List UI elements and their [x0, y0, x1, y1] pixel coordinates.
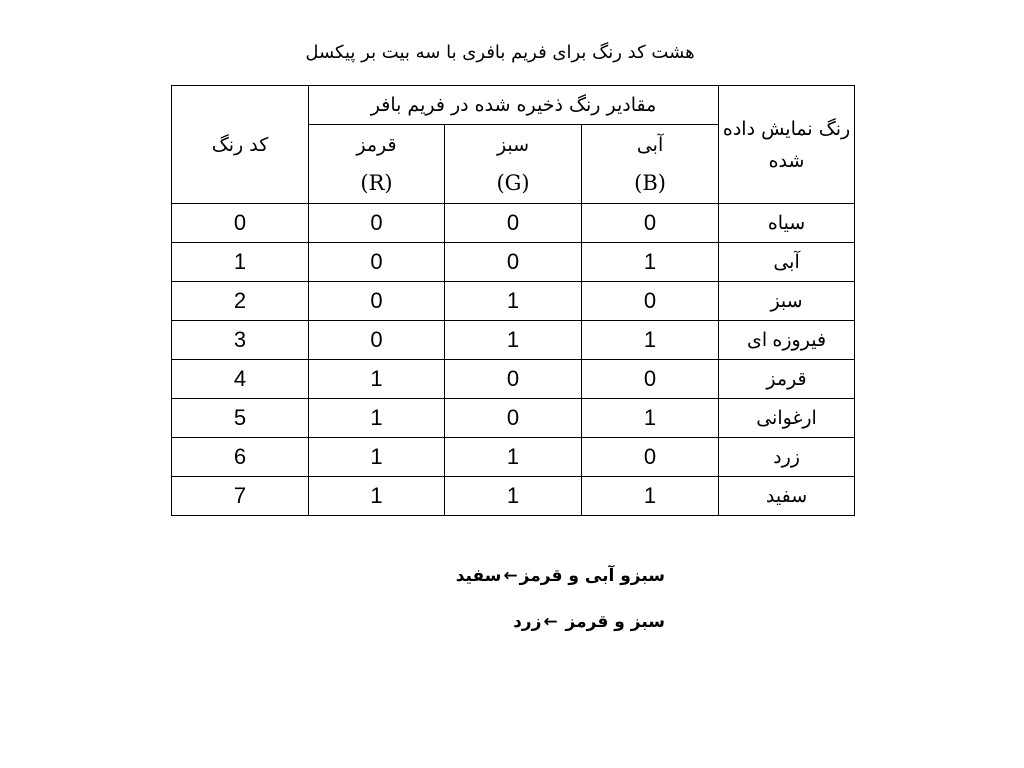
- cell-code: 7: [172, 477, 309, 516]
- cell-green: 1: [445, 321, 582, 360]
- arrow-left-icon: ←: [543, 612, 558, 632]
- header-blue-label: آبی: [636, 134, 664, 156]
- cell-red: 1: [309, 438, 445, 477]
- cell-blue: 1: [582, 243, 719, 282]
- header-red-code: (R): [360, 171, 393, 195]
- note-2-result: زرد: [513, 612, 542, 632]
- cell-color-name: سیاه: [719, 204, 855, 243]
- note-2-source: سبز و قرمز: [565, 612, 665, 632]
- cell-red: 0: [309, 321, 445, 360]
- cell-color-name: سبز: [719, 282, 855, 321]
- cell-blue: 1: [582, 321, 719, 360]
- table-row: [172, 282, 855, 321]
- header-green-label: سبز: [496, 134, 530, 156]
- cell-blue: 1: [582, 399, 719, 438]
- note-line-2: [380, 612, 665, 632]
- header-stored-values: مقادیر رنگ ذخیره شده در فریم بافر: [309, 86, 719, 125]
- note-line-1: [380, 566, 665, 586]
- table-row: [172, 438, 855, 477]
- color-code-table: [171, 85, 855, 516]
- cell-green: 1: [445, 282, 582, 321]
- cell-code: 1: [172, 243, 309, 282]
- note-1-source: سبزو آبی و قرمز: [519, 566, 665, 586]
- cell-green: 0: [445, 204, 582, 243]
- cell-blue: 0: [582, 282, 719, 321]
- header-color-code: کد رنگ: [172, 86, 309, 204]
- cell-code: 3: [172, 321, 309, 360]
- cell-red: 1: [309, 360, 445, 399]
- page-title: هشت کد رنگ برای فریم بافری با سه بیت بر پیکسل: [305, 42, 695, 63]
- table-row: [172, 204, 855, 243]
- cell-color-name: فیروزه ای: [719, 321, 855, 360]
- cell-green: 1: [445, 477, 582, 516]
- header-blue-code: (B): [634, 171, 666, 195]
- cell-red: 1: [309, 477, 445, 516]
- header-red: [309, 125, 445, 204]
- cell-green: 1: [445, 438, 582, 477]
- table-row: [172, 399, 855, 438]
- note-1-result: سفید: [455, 566, 502, 586]
- cell-code: 5: [172, 399, 309, 438]
- header-red-label: قرمز: [356, 134, 397, 156]
- arrow-left-icon: ←: [503, 566, 518, 586]
- cell-color-name: قرمز: [719, 360, 855, 399]
- cell-code: 0: [172, 204, 309, 243]
- header-green-code: (G): [496, 171, 530, 195]
- cell-color-name: زرد: [719, 438, 855, 477]
- table-row: [172, 477, 855, 516]
- cell-blue: 0: [582, 360, 719, 399]
- cell-red: 0: [309, 204, 445, 243]
- cell-code: 2: [172, 282, 309, 321]
- header-blue: [582, 125, 719, 204]
- cell-color-name: آبی: [719, 243, 855, 282]
- cell-blue: 1: [582, 477, 719, 516]
- cell-green: 0: [445, 243, 582, 282]
- cell-color-name: سفید: [719, 477, 855, 516]
- table-row: [172, 360, 855, 399]
- header-displayed-color: رنگ نمایش داده شده: [719, 86, 855, 204]
- cell-red: 0: [309, 282, 445, 321]
- cell-green: 0: [445, 399, 582, 438]
- table-row: [172, 243, 855, 282]
- cell-blue: 0: [582, 438, 719, 477]
- header-green: [445, 125, 582, 204]
- cell-red: 0: [309, 243, 445, 282]
- cell-green: 0: [445, 360, 582, 399]
- cell-color-name: ارغوانی: [719, 399, 855, 438]
- cell-red: 1: [309, 399, 445, 438]
- table-row: [172, 321, 855, 360]
- cell-blue: 0: [582, 204, 719, 243]
- cell-code: 4: [172, 360, 309, 399]
- cell-code: 6: [172, 438, 309, 477]
